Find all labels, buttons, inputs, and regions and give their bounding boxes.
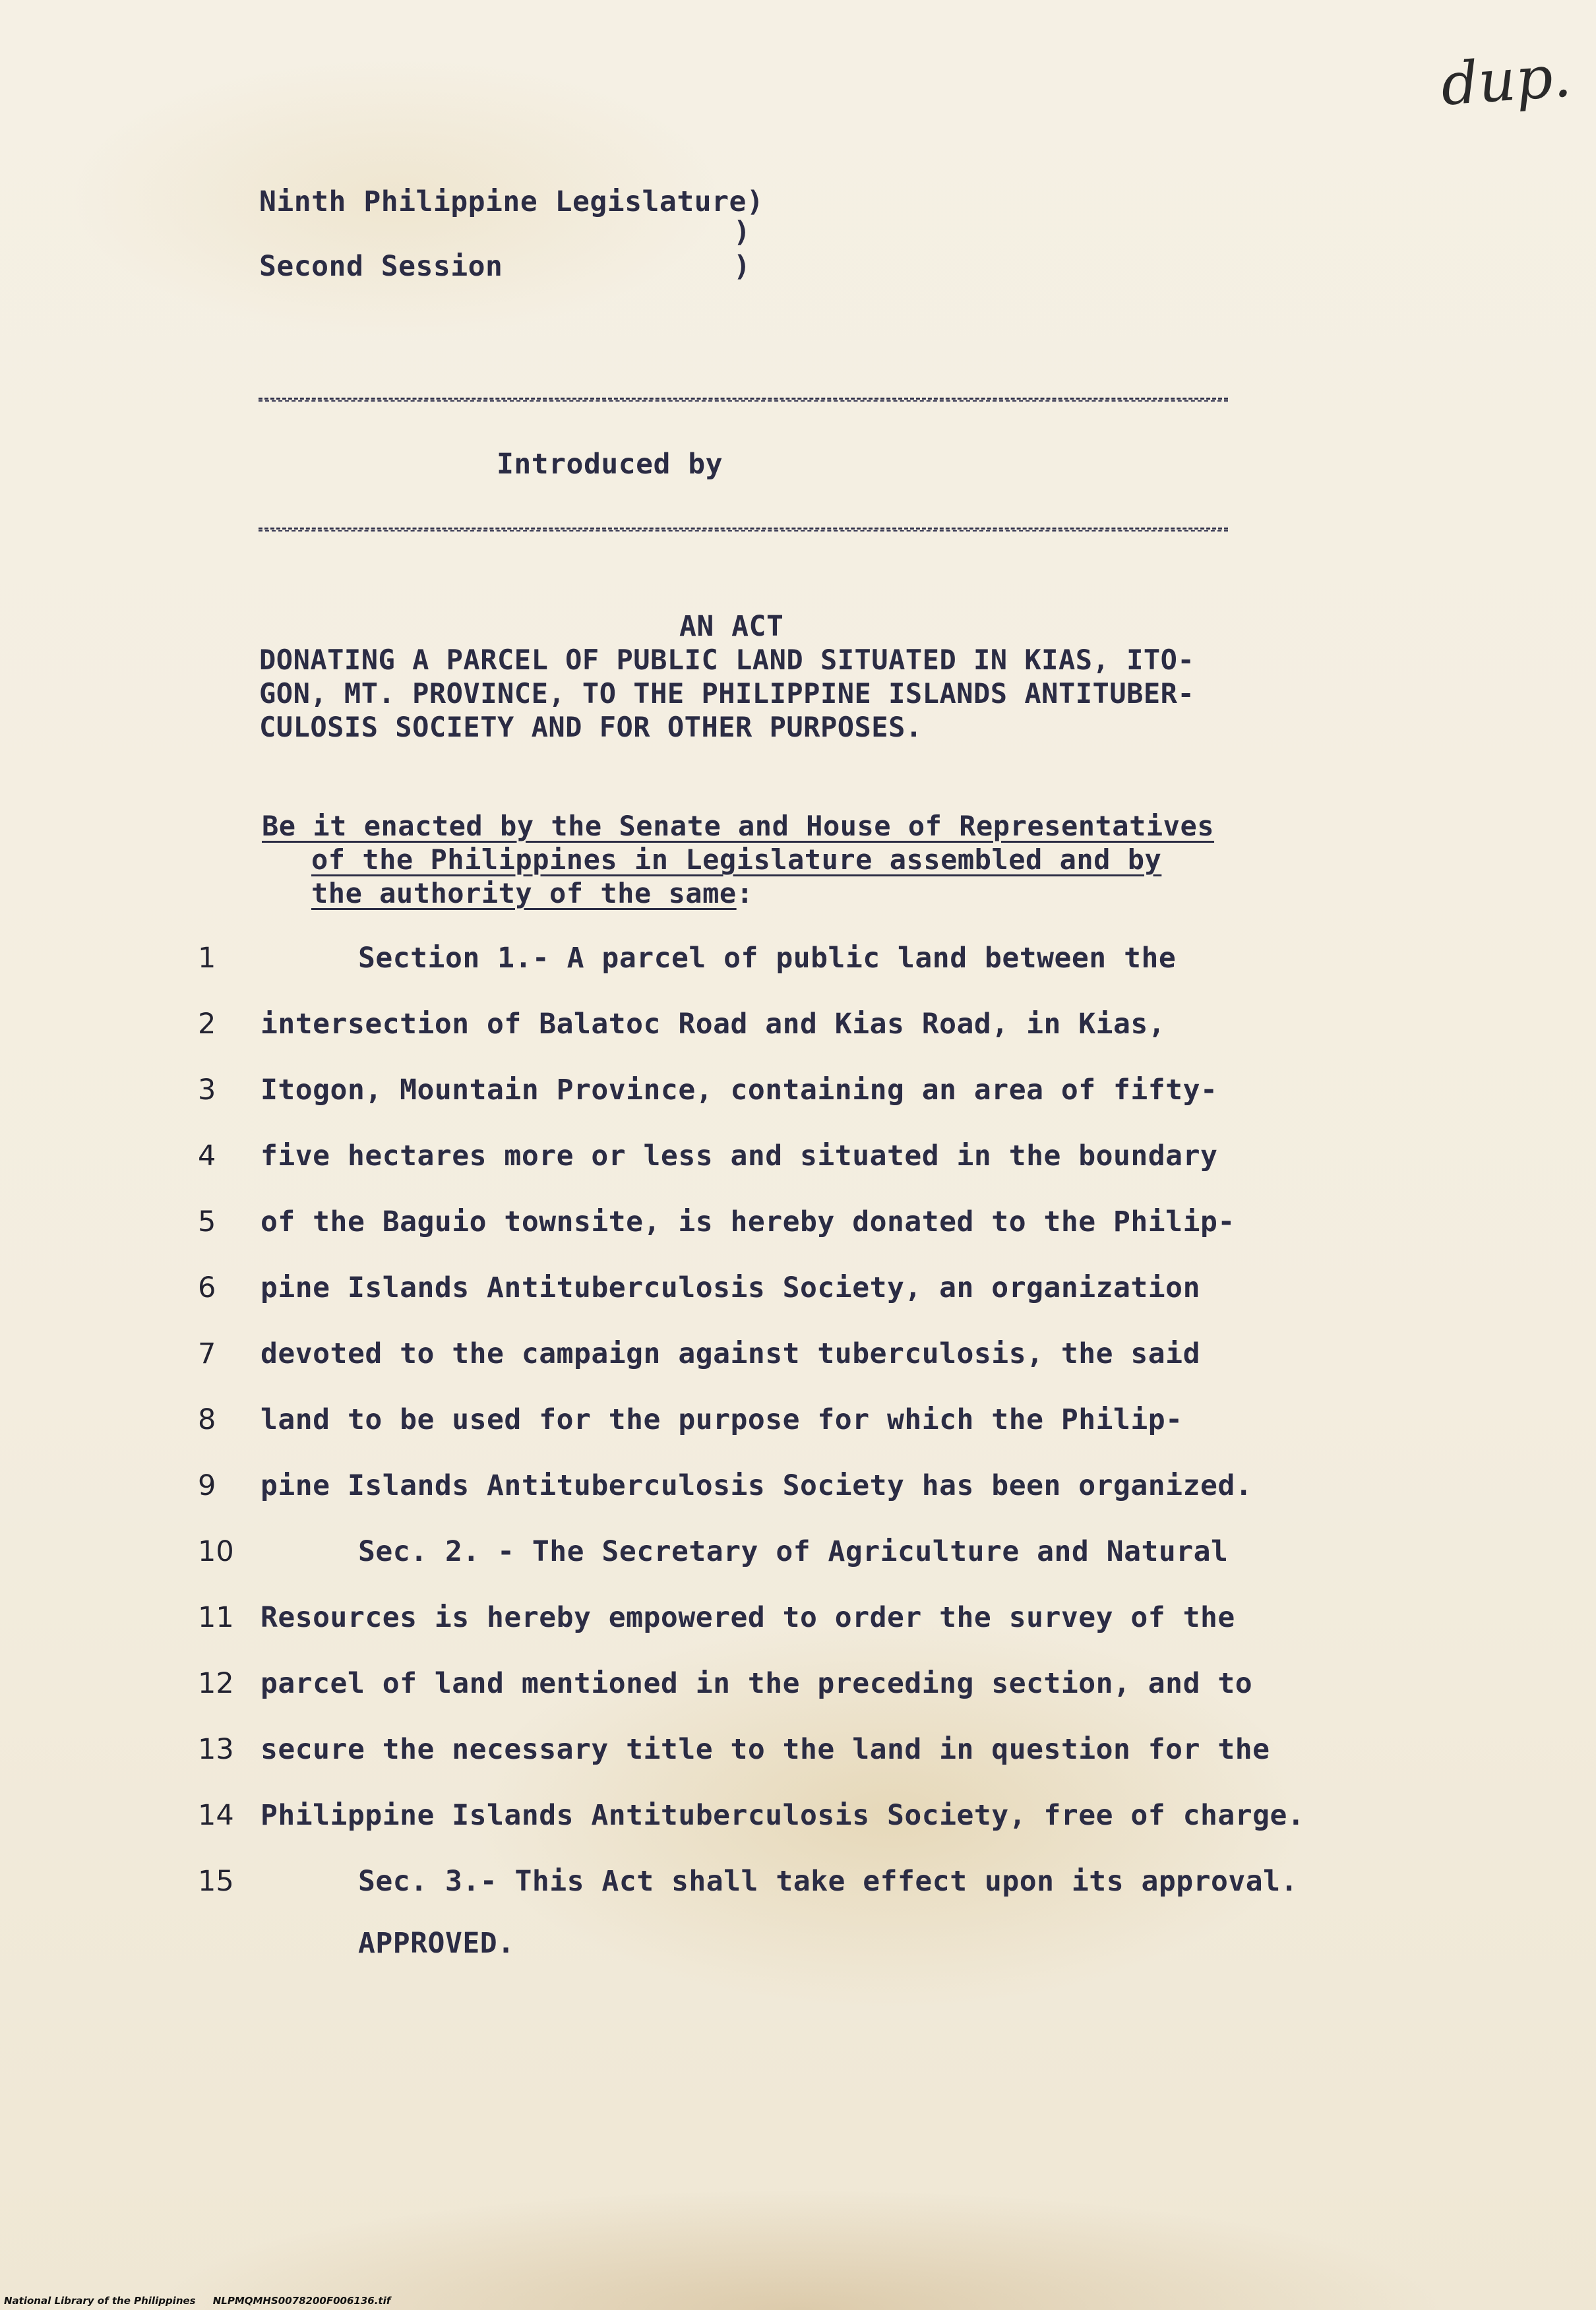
archive-footer: National Library of the Philippines NLPMQMHS0078200F006136.tif	[4, 2295, 391, 2307]
body-line: Sec. 3.- This Act shall take effect upon its approval.	[358, 1865, 1298, 1898]
line-number: 14	[198, 1799, 234, 1832]
body-line: Itogon, Mountain Province, containing an area of fifty-	[261, 1074, 1218, 1107]
line-number: 9	[198, 1469, 216, 1502]
line-number: 8	[198, 1403, 216, 1436]
line-number: 3	[198, 1074, 216, 1107]
line-number: 15	[198, 1865, 234, 1898]
legislature-label: Ninth Philippine Legislature)	[259, 185, 764, 218]
body-line: pine Islands Antituberculosis Society has been organized.	[261, 1469, 1253, 1502]
enacting-clause-line	[311, 876, 753, 911]
body-line: pine Islands Antituberculosis Society, an organization	[261, 1271, 1200, 1304]
enacting-clause-line: of the Philippines in Legislature assembled and by	[311, 843, 1162, 876]
body-line: parcel of land mentioned in the preceding section, and to	[261, 1667, 1253, 1700]
line-number: 4	[198, 1140, 216, 1172]
body-line: land to be used for the purpose for which the Philip-	[261, 1403, 1183, 1436]
handwritten-annotation: dup.	[1438, 42, 1574, 119]
introduced-by-label: Introduced by	[497, 448, 723, 481]
enacting-clause-line: Be it enacted by the Senate and House of Representatives	[262, 810, 1215, 842]
session-label: Second Session	[259, 250, 503, 283]
body-line: devoted to the campaign against tuberculosis, the said	[261, 1337, 1200, 1370]
body-line: secure the necessary title to the land in question for the	[261, 1733, 1270, 1766]
line-number: 7	[198, 1337, 216, 1370]
body-line: Philippine Islands Antituberculosis Society, free of charge.	[261, 1799, 1305, 1832]
body-line: intersection of Balatoc Road and Kias Road, in Kias,	[261, 1008, 1166, 1041]
line-number: 1	[198, 942, 216, 975]
divider-rule	[259, 528, 1228, 532]
body-line: Resources is hereby empowered to order the survey of the	[261, 1601, 1235, 1634]
act-heading: AN ACT	[679, 610, 784, 643]
line-number: 2	[198, 1008, 216, 1041]
body-line: Section 1.- A parcel of public land between the	[358, 942, 1177, 975]
line-number: 5	[198, 1205, 216, 1238]
act-title-line: DONATING A PARCEL OF PUBLIC LAND SITUATED IN KIAS, ITO-	[259, 644, 1195, 676]
line-number: 11	[198, 1601, 234, 1634]
enacting-clause-colon: :	[736, 877, 754, 909]
approved-label: APPROVED.	[358, 1927, 515, 1960]
line-number: 12	[198, 1667, 234, 1700]
enacting-clause-text: the authority of the same	[311, 877, 737, 909]
act-title-line: CULOSIS SOCIETY AND FOR OTHER PURPOSES.	[259, 711, 923, 743]
header-paren: )	[733, 216, 751, 249]
act-title-line: GON, MT. PROVINCE, TO THE PHILIPPINE ISLANDS ANTITUBER-	[259, 677, 1195, 710]
header-paren: )	[733, 250, 751, 283]
divider-rule	[259, 398, 1228, 402]
body-line: five hectares more or less and situated in the boundary	[261, 1140, 1218, 1172]
body-line: of the Baguio townsite, is hereby donated to the Philip-	[261, 1205, 1235, 1238]
line-number: 13	[198, 1733, 234, 1766]
line-number: 6	[198, 1271, 216, 1304]
body-line: Sec. 2. - The Secretary of Agriculture and Natural	[358, 1535, 1229, 1568]
line-number: 10	[198, 1535, 234, 1568]
